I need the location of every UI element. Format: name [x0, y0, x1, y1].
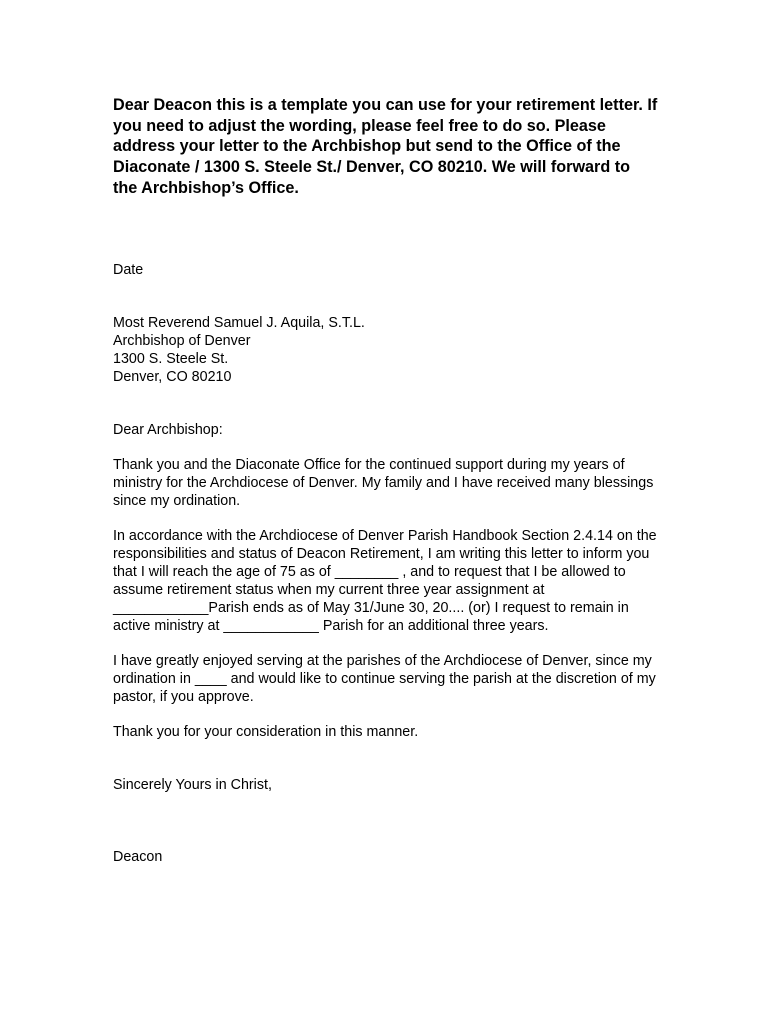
recipient-title: Archbishop of Denver — [113, 332, 251, 349]
recipient-city: Denver, CO 80210 — [113, 368, 232, 385]
paragraph-continue-serving: I have greatly enjoyed serving at the parishes of the Archdiocese of Denver, since my ordination in ____ and would like to continue serving the parish at the discretion of my pastor, if you approve. — [113, 652, 656, 705]
recipient-name: Most Reverend Samuel J. Aquila, S.T.L. — [113, 314, 365, 331]
recipient-address — [113, 314, 658, 386]
date-label: Date — [113, 261, 144, 278]
paragraph-retirement-request: In accordance with the Archdiocese of Denver Parish Handbook Section 2.4.14 on the responsibilities and status of Deacon Retirement, I am writing this letter to inform you that I will reach the age of 75 as of ________ , and to request that I be allowed to assume retirement status when my current three year assignment at ____________Parish ends as of May 31/June 30, 20.... (or) I request to remain in active ministry at ____________ Parish for an additional three years. — [113, 527, 657, 634]
salutation: Dear Archbishop: — [113, 421, 223, 438]
recipient-street: 1300 S. Steele St. — [113, 350, 229, 367]
paragraph-gratitude: Thank you and the Diaconate Office for the continued support during my years of ministry for the Archdiocese of Denver. My family and I have received many blessings since my ordination. — [113, 456, 654, 509]
paragraph-thanks: Thank you for your consideration in this manner. — [113, 723, 419, 740]
template-instructions: Dear Deacon this is a template you can use for your retirement letter. If you need to adjust the wording, please feel free to do so. Please address your letter to the Archbishop but send to the Office of the Diaconate / 1300 S. Steele St./ Denver, CO 80210. We will forward to the Archbishop’s Office. — [113, 96, 658, 197]
closing: Sincerely Yours in Christ, — [113, 776, 272, 793]
signature-line: Deacon — [113, 848, 163, 865]
